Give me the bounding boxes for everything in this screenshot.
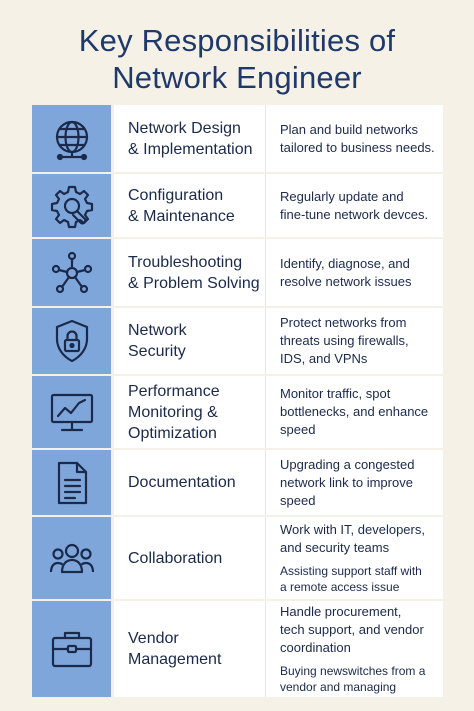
table-row — [32, 105, 443, 172]
table-row — [32, 376, 443, 448]
page-title — [0, 22, 474, 96]
responsibility-description: Protect networks from threats using firewalls, IDS, and VPNs — [266, 308, 443, 374]
responsibility-name: Collaboration — [114, 517, 266, 599]
responsibility-description: Upgrading a congested network link to improve speed — [266, 450, 443, 515]
title-line-2: Network Engineer — [112, 60, 362, 95]
responsibility-description: Handle procurement, tech support, and vendor coordination Buying newswitches from a vendor and managing — [266, 601, 443, 697]
icon-cell — [32, 517, 114, 599]
table-row — [32, 239, 443, 306]
responsibility-description: Plan and build networks tailored to business needs. — [266, 105, 443, 172]
team-icon — [48, 534, 96, 582]
table-row — [32, 517, 443, 599]
responsibility-name: Documentation — [114, 450, 266, 515]
globe-network-icon — [48, 115, 96, 163]
briefcase-icon — [48, 625, 96, 673]
responsibility-description: Regularly update and fine-tune network devces. — [266, 174, 443, 237]
responsibility-name: Configuration & Maintenance — [114, 174, 266, 237]
responsibility-name: Troubleshooting & Problem Solving — [114, 239, 266, 306]
responsibility-description: Identify, diagnose, and resolve network issues — [266, 239, 443, 306]
shield-lock-icon — [48, 317, 96, 365]
responsibility-description: Work with IT, developers, and security teams Assisting support staff with a remote access issue — [266, 517, 443, 599]
table-row — [32, 308, 443, 374]
example-note: Buying newswitches from a vendor and managing — [280, 664, 426, 694]
icon-cell — [32, 239, 114, 306]
responsibility-name: Performance Monitoring & Optimization — [114, 376, 266, 448]
network-nodes-icon — [48, 249, 96, 297]
icon-cell — [32, 450, 114, 515]
icon-cell — [32, 105, 114, 172]
responsibility-name: Vendor Management — [114, 601, 266, 697]
gear-wrench-icon — [48, 182, 96, 230]
icon-cell — [32, 308, 114, 374]
responsibility-name: Network Design & Implementation — [114, 105, 266, 172]
responsibilities-table — [32, 105, 443, 697]
example-note: Assisting support staff with a remote access issue — [280, 564, 422, 594]
responsibility-name: Network Security — [114, 308, 266, 374]
icon-cell — [32, 174, 114, 237]
table-row — [32, 174, 443, 237]
monitor-chart-icon — [48, 388, 96, 436]
title-line-1: Key Responsibilities of — [78, 23, 396, 58]
table-row — [32, 601, 443, 697]
table-row — [32, 450, 443, 515]
document-icon — [48, 459, 96, 507]
icon-cell — [32, 376, 114, 448]
icon-cell — [32, 601, 114, 697]
responsibility-description: Monitor traffic, spot bottlenecks, and enhance speed — [266, 376, 443, 448]
